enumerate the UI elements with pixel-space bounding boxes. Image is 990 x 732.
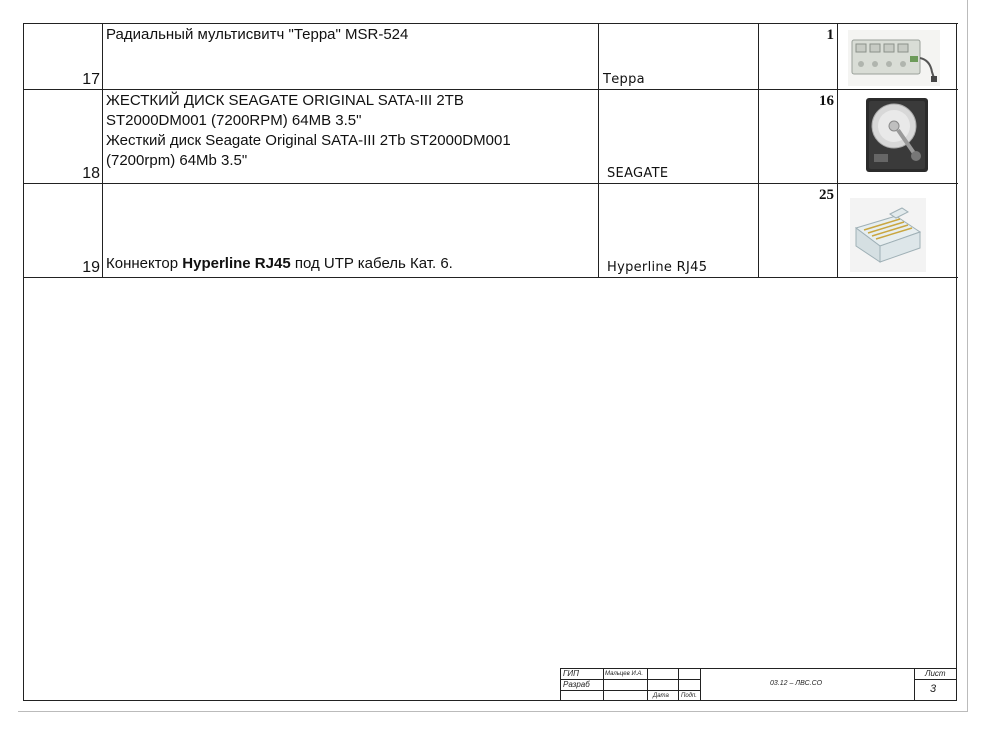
item-name: Радиальный мультисвитч "Терра" MSR-524 bbox=[106, 26, 409, 43]
item-name-bold: Hyperline RJ45 bbox=[182, 255, 291, 272]
page-edge bbox=[18, 711, 968, 712]
item-name-line: ЖЕСТКИЙ ДИСК SEAGATE ORIGINAL SATA-III 2TB bbox=[106, 92, 464, 109]
person-name: Мальцев И.А. bbox=[605, 671, 644, 677]
quantity: 1 bbox=[826, 27, 834, 43]
position-number-cell bbox=[24, 90, 103, 184]
manufacturer: Терра bbox=[603, 72, 645, 87]
quantity: 25 bbox=[819, 187, 834, 203]
item-name bbox=[103, 90, 598, 171]
manufacturer: Hyperline RJ45 bbox=[607, 260, 708, 275]
sign-column-label: Подп. bbox=[681, 693, 697, 699]
manufacturer-cell bbox=[599, 24, 759, 90]
rj45-connector-photo-icon bbox=[850, 198, 926, 272]
quantity-cell bbox=[759, 24, 838, 90]
quantity-cell bbox=[759, 184, 838, 278]
title-block bbox=[560, 668, 957, 701]
position-number: 17 bbox=[82, 71, 100, 88]
hard-disk-photo-icon bbox=[864, 96, 930, 174]
image-cell bbox=[838, 184, 958, 278]
image-cell bbox=[838, 24, 958, 90]
position-number-cell bbox=[24, 184, 103, 278]
manufacturer: SEAGATE bbox=[607, 166, 669, 181]
item-name-line: (7200rpm) 64Mb 3.5" bbox=[106, 152, 248, 169]
item-name-cell bbox=[103, 184, 599, 278]
item-name-text: под UTP кабель Кат. 6. bbox=[290, 255, 453, 272]
table-row bbox=[24, 90, 958, 184]
sheet-number: 3 bbox=[930, 683, 937, 695]
page-edge bbox=[967, 0, 968, 712]
manufacturer-cell bbox=[599, 90, 759, 184]
position-number: 19 bbox=[82, 259, 100, 276]
position-number: 18 bbox=[82, 165, 100, 182]
table-row bbox=[24, 24, 958, 90]
image-cell bbox=[838, 90, 958, 184]
role-razrab-label: Разраб bbox=[563, 680, 590, 689]
date-column-label: Дата bbox=[653, 693, 669, 699]
table-row bbox=[24, 184, 958, 278]
item-name-line: Жесткий диск Seagate Original SATA-III 2Tb ST2000DM001 bbox=[106, 132, 511, 149]
sheet-label: Лист bbox=[925, 669, 946, 678]
item-name-line: ST2000DM001 (7200RPM) 64MB 3.5" bbox=[106, 112, 362, 129]
quantity-cell bbox=[759, 90, 838, 184]
item-name-text: Коннектор bbox=[106, 255, 183, 272]
item-name bbox=[106, 254, 453, 274]
quantity: 16 bbox=[819, 93, 834, 109]
position-number-cell bbox=[24, 24, 103, 90]
document-code: 03.12 – ЛВС.СО bbox=[770, 680, 823, 687]
multiswitch-photo-icon bbox=[848, 30, 940, 86]
manufacturer-cell bbox=[599, 184, 759, 278]
item-name-cell bbox=[103, 90, 599, 184]
role-gip-label: ГИП bbox=[563, 669, 579, 678]
specification-table bbox=[23, 23, 958, 278]
item-name-cell bbox=[103, 24, 599, 90]
